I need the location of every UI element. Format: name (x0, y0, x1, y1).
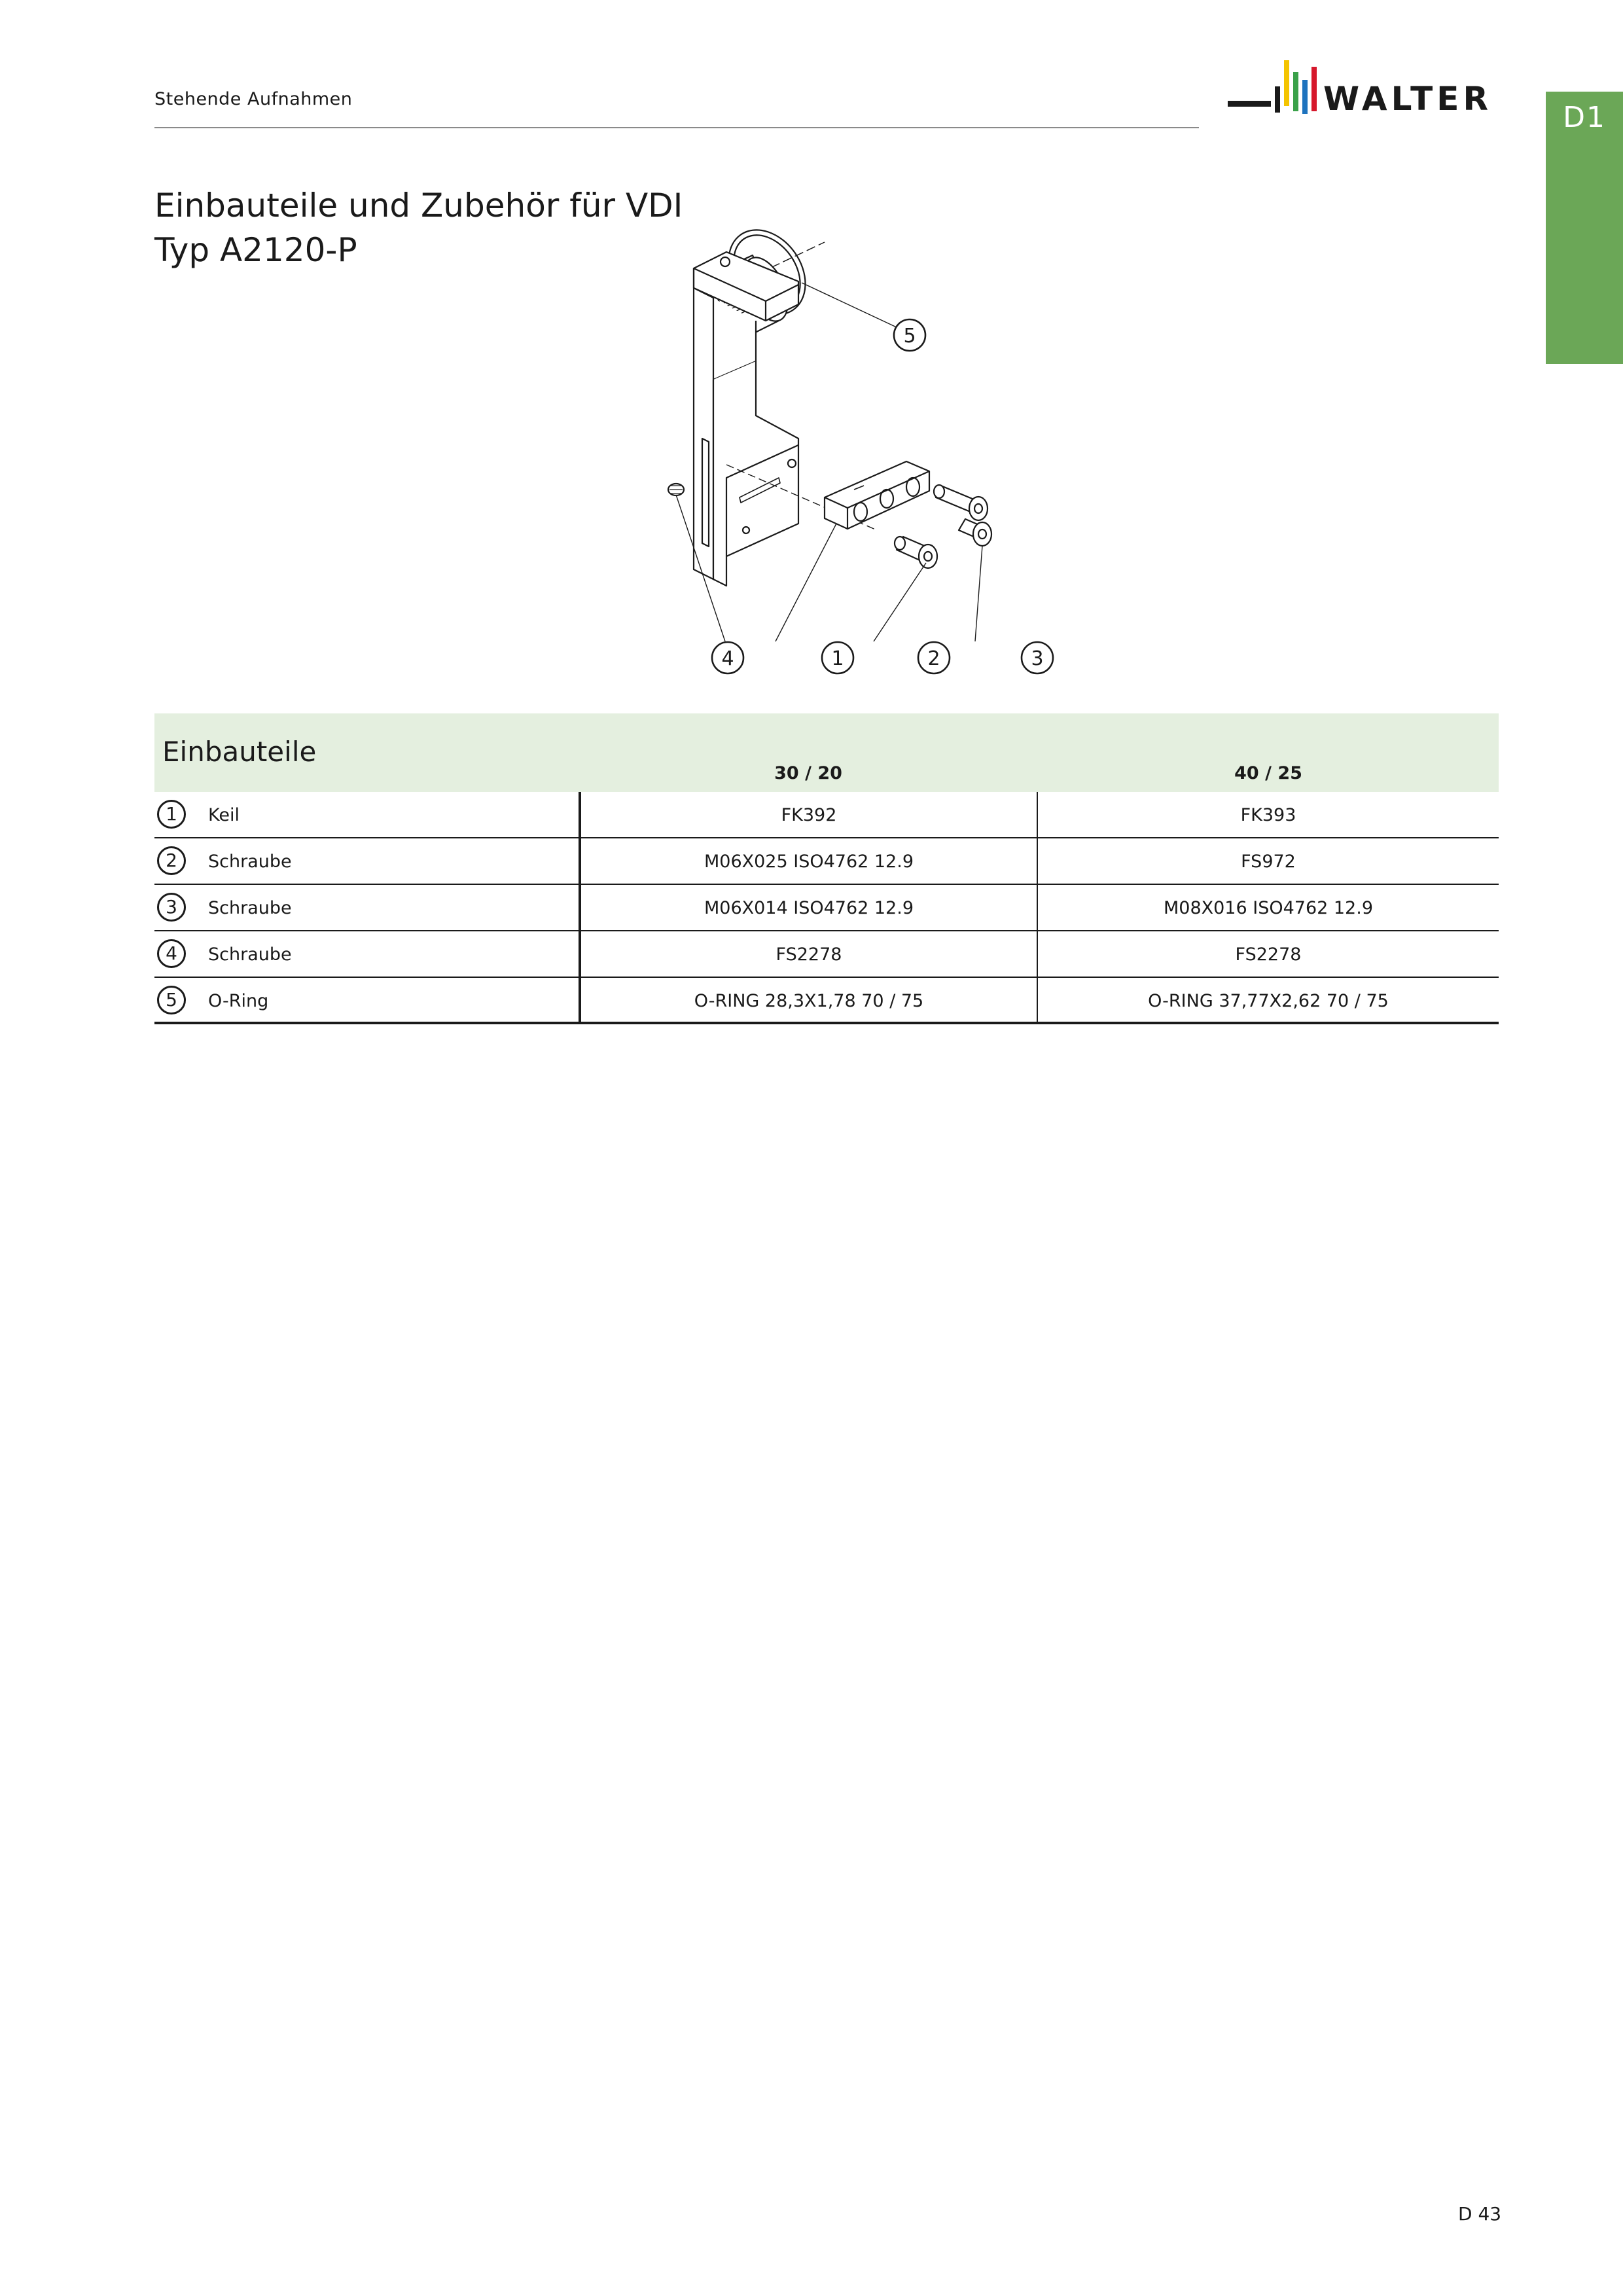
page-title (154, 183, 683, 272)
row-value-40-25: FS2278 (1235, 944, 1302, 965)
row-value-30-20: M06X025 ISO4762 12.9 (579, 838, 1038, 884)
row-label: O-Ring (208, 991, 269, 1011)
row-value-30-20: FK392 (579, 792, 1038, 837)
parts-table-header (154, 713, 1499, 792)
page-number: D 43 (1458, 2203, 1502, 2225)
header-section-title: Stehende Aufnahmen (154, 89, 353, 109)
callout-1-label: 1 (831, 647, 844, 670)
row-value-40-25: FK393 (1240, 805, 1296, 825)
title-line-2: Typ A2120-P (154, 231, 357, 269)
row-number-badge: 5 (157, 986, 186, 1014)
table-row (154, 978, 1499, 1024)
title-line-1: Einbauteile und Zubehör für VDI (154, 187, 683, 224)
logo-text: WALTER (1323, 80, 1492, 118)
row-value-30-20: FS2278 (579, 931, 1038, 977)
header-divider (154, 127, 1199, 128)
row-value-40-25: M08X016 ISO4762 12.9 (1163, 898, 1374, 918)
table-row (154, 838, 1499, 885)
walter-logo (1228, 60, 1503, 132)
row-label: Keil (208, 805, 240, 825)
table-row (154, 792, 1499, 838)
callout-4-label: 4 (721, 647, 734, 670)
row-number-badge: 4 (157, 939, 186, 968)
table-row (154, 931, 1499, 978)
column-header-30-20: 30 / 20 (774, 763, 842, 783)
row-value-30-20: O-RING 28,3X1,78 70 / 75 (579, 978, 1038, 1022)
callout-5-label: 5 (903, 325, 916, 348)
chapter-label: D1 (1563, 101, 1606, 134)
row-number-badge: 3 (157, 893, 186, 922)
exploded-assembly-drawing (628, 216, 1113, 687)
row-value-40-25: O-RING 37,77X2,62 70 / 75 (1148, 991, 1389, 1011)
parts-table (154, 713, 1499, 1024)
callout-3-label: 3 (1031, 647, 1044, 670)
row-label: Schraube (208, 944, 292, 965)
row-value-30-20: M06X014 ISO4762 12.9 (579, 885, 1038, 930)
column-header-40-25: 40 / 25 (1234, 763, 1302, 783)
row-value-40-25: FS972 (1241, 852, 1296, 872)
row-label: Schraube (208, 898, 292, 918)
row-label: Schraube (208, 852, 292, 872)
table-row (154, 885, 1499, 931)
row-number-badge: 1 (157, 800, 186, 829)
chapter-tab[interactable] (1546, 92, 1623, 364)
callout-2-label: 2 (927, 647, 940, 670)
table-section-label: Einbauteile (162, 736, 317, 768)
row-number-badge: 2 (157, 846, 186, 875)
